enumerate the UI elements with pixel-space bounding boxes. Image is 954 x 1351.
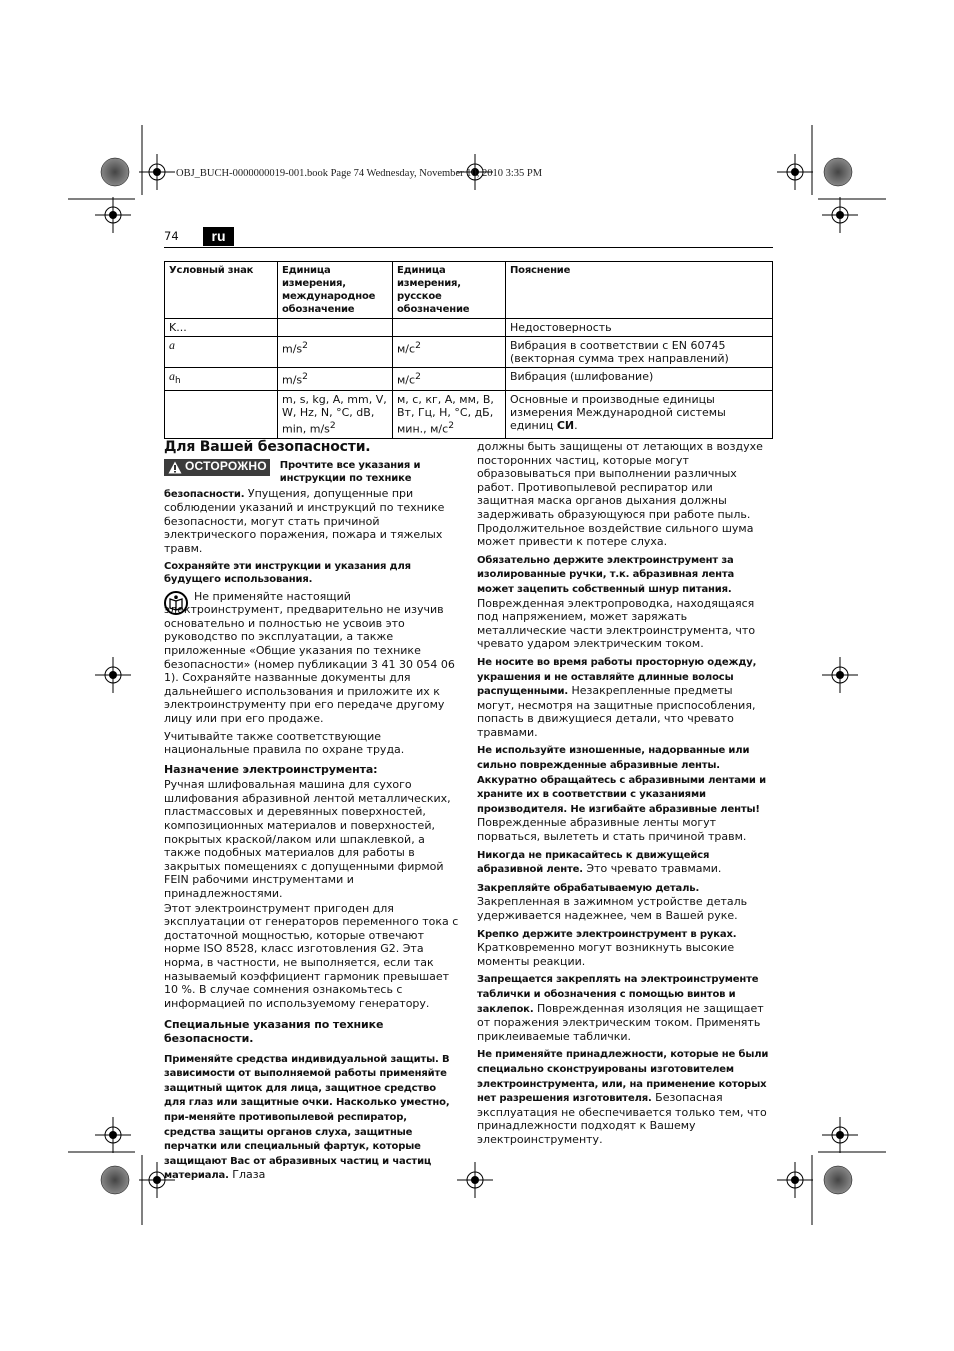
table-cell bbox=[165, 391, 278, 439]
safety-item bbox=[477, 972, 773, 1043]
manual-paragraph bbox=[164, 590, 460, 726]
safety-item bbox=[477, 553, 773, 651]
symbol: a bbox=[169, 369, 175, 383]
safety-item-text: Поврежденные абразивные ленты могут порваться, вылететь и стать причиной травм. bbox=[477, 816, 747, 844]
manual-text: Не применяйте настоящий электроинструмент, предварительно не изучив основательно и полностью не усвоив это руководство по эксплуатации, а также приложенные «Общие указания по технике безопасности» (номер публикации 3 41 30 054 06 1). Сохраняйте названные документы для дальнейшего использования и приложите их к электроинструменту при его передаче другому лицу или при его продаже. bbox=[164, 589, 455, 725]
purpose-text: Ручная шлифовальная машина для сухого шлифования абразивной лентой металлических, пластмассовых и деревянных поверхностей, композиционных материалов и поверхностей, покрытых краской/лаком или шпаклевкой, а также подобных материалов для работы в закрытых помещениях с допущенными фирмой FEIN рабочими инструментами и принадлежностями. bbox=[164, 778, 451, 901]
units-table bbox=[164, 261, 773, 439]
symbol-subscript: h bbox=[175, 376, 181, 387]
safety-item bbox=[477, 848, 773, 877]
table-cell bbox=[278, 319, 393, 337]
unit-exponent: 2 bbox=[302, 340, 308, 351]
safety-item-text: Поврежденная электропроводка, находящаяся под напряжением, может заряжать металлические части электроинструмента, что чревато ударом электрическим током. bbox=[477, 596, 756, 651]
unit: m/s bbox=[282, 373, 303, 387]
table-cell bbox=[165, 368, 278, 391]
table-cell bbox=[278, 337, 393, 368]
warning-label: ОСТОРОЖНО bbox=[185, 459, 267, 474]
table-header-cell: Условный знак bbox=[165, 262, 278, 319]
warning-bold-end: безопасности. bbox=[164, 488, 245, 500]
table-cell: Вибрация (шлифование) bbox=[506, 368, 773, 391]
table-header-cell: Единица измерения, русское обозначение bbox=[393, 262, 506, 319]
table-cell bbox=[165, 337, 278, 368]
unit-exponent: 2 bbox=[415, 371, 421, 382]
safety-item-text: Это чревато травмами. bbox=[582, 862, 722, 876]
unit: м/с bbox=[397, 342, 416, 356]
safety-item bbox=[477, 881, 773, 923]
generator-text: Этот электроинструмент пригоден для эксплуатации от генераторов переменного тока с достаточной мощностью, которые отвечают норме ISO 8528, класс изготовления G2. Эта норма, в частности, не выполняется, если так называемый коэффициент гармоник превышает 10 %. В случае сомнения ознакомьтесь с информацией по используемому генератору. bbox=[164, 901, 459, 1010]
unit-list: м, с, кг, А, мм, В, Вт, Гц, Н, °C, дБ, мин., м/с bbox=[397, 393, 494, 436]
section-heading: Для Вашей безопасности. bbox=[164, 439, 371, 455]
table-cell bbox=[393, 319, 506, 337]
table-cell bbox=[278, 368, 393, 391]
unit-exponent: 2 bbox=[415, 340, 421, 351]
ppe-tail: Глаза bbox=[228, 1168, 266, 1182]
table-cell bbox=[393, 337, 506, 368]
table-header-cell: Единица измерения, международное обозначение bbox=[278, 262, 393, 319]
ppe-continued: должны быть защищены от летающих в воздухе посторонних частиц, которые могут образовываться при выполнении различных работ. Противопылевой респиратор или защитная маска органов дыхания должны задерживать образующуюся при работе пыль. Продолжительное воздействие сильного шума может привести к потере слуха. bbox=[477, 440, 763, 549]
explanation: Основные и производные единицы измерения Международной системы единиц bbox=[510, 393, 726, 433]
regulations-text: Учитывайте также соответствующие национальные правила по охране труда. bbox=[164, 729, 405, 757]
header-rule bbox=[164, 247, 773, 248]
warning-badge bbox=[164, 459, 270, 476]
unit-exponent: 2 bbox=[448, 420, 455, 432]
safety-item-bold: Запрещается закреплять на электроинструменте таблички и обозначения с помощью винтов и заклепок. bbox=[477, 974, 759, 1015]
warning-bold: Прочтите все указания и инструкции по технике bbox=[279, 459, 421, 484]
warning-triangle-icon bbox=[168, 461, 182, 474]
table-header-row bbox=[165, 262, 773, 319]
unit-exponent: 2 bbox=[329, 420, 336, 432]
warning-block bbox=[164, 459, 460, 485]
safety-item-bold: Никогда не прикасайтесь к движущейся абразивной ленте. bbox=[477, 849, 710, 876]
right-column bbox=[477, 440, 773, 1151]
safety-item bbox=[477, 655, 773, 740]
safety-item-text: Закрепленная в зажимном устройстве деталь удерживается надежнее, чем в Вашей руке. bbox=[477, 895, 748, 922]
safety-item-bold: Не применяйте принадлежности, которые не были специально сконструированы изготовителем электроинструмента, или, на применение которых нет разрешения изготовителя. bbox=[477, 1049, 769, 1105]
book-header: OBJ_BUCH-0000000019-001.book Page 74 Wednesday, November 10, 2010 3:35 PM bbox=[176, 168, 543, 179]
left-column bbox=[164, 441, 460, 1187]
unit: м/с bbox=[397, 373, 416, 387]
read-manual-icon bbox=[164, 591, 188, 615]
purpose-heading: Назначение электроинструмента: bbox=[164, 762, 378, 776]
safety-item-text: Безопасная эксплуатация не обеспечивается только тем, что принадлежности подходят к Вашему электроинструменту. bbox=[477, 1091, 767, 1146]
safety-item-bold: Не используйте изношенные, надорванные или сильно поврежденные абразивные ленты. Аккуратно обращайтесь с абразивными лентами и храните их в соответствии с указаниями производителя. Не изгибайте абразивные ленты! bbox=[477, 745, 766, 815]
table-cell: K... bbox=[165, 319, 278, 337]
special-heading: Специальные указания по технике безопасности. bbox=[164, 1018, 384, 1045]
table-cell: Вибрация в соответствии с EN 60745 (векторная сумма трех направлений) bbox=[506, 337, 773, 368]
unit-exponent: 2 bbox=[302, 371, 308, 382]
table-cell bbox=[506, 391, 773, 439]
unit-list: m, s, kg, A, mm, V, W, Hz, N, °C, dB, min, m/s bbox=[282, 393, 387, 436]
ppe-paragraph bbox=[164, 1052, 460, 1183]
safety-item-text: Поврежденная изоляция не защищает от поражения электрическим током. Применять приклеиваемые таблички. bbox=[477, 1001, 764, 1043]
table-row bbox=[165, 319, 773, 337]
period: . bbox=[574, 419, 578, 433]
table-header-cell: Пояснение bbox=[506, 262, 773, 319]
symbol: a bbox=[169, 338, 175, 352]
table-cell bbox=[393, 391, 506, 439]
table-cell: Недостоверность bbox=[506, 319, 773, 337]
table-row bbox=[165, 391, 773, 439]
table-row bbox=[165, 368, 773, 391]
page-number: 74 bbox=[164, 229, 179, 243]
unit: m/s bbox=[282, 342, 303, 356]
safety-item-text: Незакрепленные предметы могут, несмотря на защитные приспособления, попасть в движущиеся детали, что чревато травмами. bbox=[477, 684, 756, 739]
safety-item-bold: Закрепляйте обрабатываемую деталь. bbox=[477, 882, 700, 894]
safety-item bbox=[477, 927, 773, 969]
safety-item-bold: Не носите во время работы просторную одежду, украшения и не оставляйте длинные волосы распущенными. bbox=[477, 656, 757, 698]
language-badge: ru bbox=[203, 227, 234, 246]
warning-paragraph bbox=[164, 487, 460, 556]
table-cell bbox=[393, 368, 506, 391]
table-row bbox=[165, 337, 773, 368]
table-cell bbox=[278, 391, 393, 439]
safety-item-bold: Крепко держите электроинструмент в руках. bbox=[477, 928, 737, 940]
safety-item-bold: Обязательно держите электроинструмент за изолированные ручки, т.к. абразивная лента может зацепить собственный шнур питания. bbox=[477, 554, 735, 595]
si-abbrev: СИ bbox=[556, 419, 575, 433]
safety-item bbox=[477, 1047, 773, 1146]
warning-text: Упущения, допущенные при соблюдении указаний и инструкций по технике безопасности, могут стать причиной электрического поражения, пожара и тяжелых травм. bbox=[164, 486, 445, 555]
keep-instructions: Сохраняйте эти инструкции и указания для будущего использования. bbox=[164, 560, 411, 585]
ppe-bold: Применяйте средства индивидуальной защиты. В зависимости от выполняемой работы применяйте защитный щиток для лица, защитное средство для глаз или защитные очки. Насколько уместно, при-меняйте противопылевой респиратор, средства защиты органов слуха, защитные перчатки или специальный фартук, которые защищают Вас от абразивных частиц и частиц материала. bbox=[164, 1053, 450, 1182]
safety-item bbox=[477, 743, 773, 843]
safety-item-text: Кратковременно могут возникнуть высокие моменты реакции. bbox=[477, 941, 735, 968]
